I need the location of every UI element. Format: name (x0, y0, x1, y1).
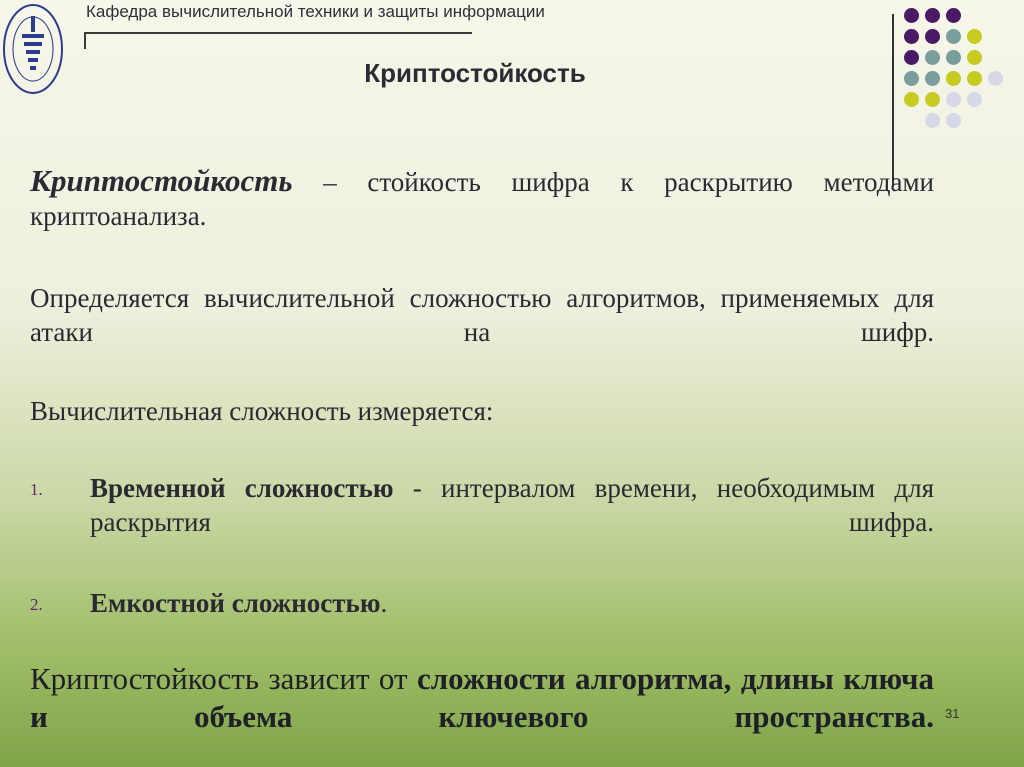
list-number: 1. (30, 480, 43, 499)
decorative-dot (967, 71, 982, 86)
decorative-dot (967, 29, 982, 44)
list-item-term: Емкостной сложностью (90, 588, 381, 618)
decorative-dot (946, 8, 961, 23)
definition-term: Криптостойкость (30, 163, 293, 198)
decorative-dot (946, 71, 961, 86)
decorative-divider (892, 14, 894, 186)
decorative-dot (904, 71, 919, 86)
decorative-dot (925, 29, 940, 44)
page-number: 31 (945, 706, 960, 721)
decorative-dot (946, 29, 961, 44)
list-item-term: Временной сложностью (90, 473, 394, 503)
definition-text: – стойкость шифра к раскрытию методами криптоанализа. (30, 167, 934, 231)
slide-title: Криптостойкость (364, 58, 586, 88)
list-number: 2. (30, 595, 43, 614)
decorative-dot (946, 92, 961, 107)
decorative-dot (925, 8, 940, 23)
decorative-dot (904, 50, 919, 65)
university-logo (2, 2, 64, 96)
decorative-dot (904, 29, 919, 44)
decorative-dot (925, 71, 940, 86)
decorative-dot (925, 92, 940, 107)
decorative-dot (946, 50, 961, 65)
list-item-text: - интервалом времени, необходимым для раскрытия шифра. (90, 473, 934, 537)
complexity-intro: Вычислительная сложность измеряется: (30, 396, 494, 426)
conclusion-bold: сложности алгоритма, длины ключа и объема ключевого пространства. (30, 661, 934, 734)
decorative-dot (946, 113, 961, 128)
decorative-dot (967, 50, 982, 65)
conclusion-paragraph (30, 660, 934, 736)
decorative-dot (904, 92, 919, 107)
header-divider (84, 32, 472, 49)
decorative-dot-grid (904, 8, 1004, 168)
decorative-dot (988, 71, 1003, 86)
determined-by-paragraph: Определяется вычислительной сложностью алгоритмов, применяемых для атаки на шифр. (30, 283, 934, 347)
decorative-dot (925, 50, 940, 65)
decorative-dot (967, 92, 982, 107)
conclusion-text: Криптостойкость зависит от (30, 661, 417, 696)
decorative-dot (925, 113, 940, 128)
department-header: Кафедра вычислительной техники и защиты информации (86, 2, 545, 21)
list-item-space-complexity (30, 586, 934, 620)
decorative-dot (904, 8, 919, 23)
list-item-time-complexity (30, 471, 934, 539)
definition-paragraph (30, 164, 934, 233)
list-item-text: . (380, 588, 388, 618)
